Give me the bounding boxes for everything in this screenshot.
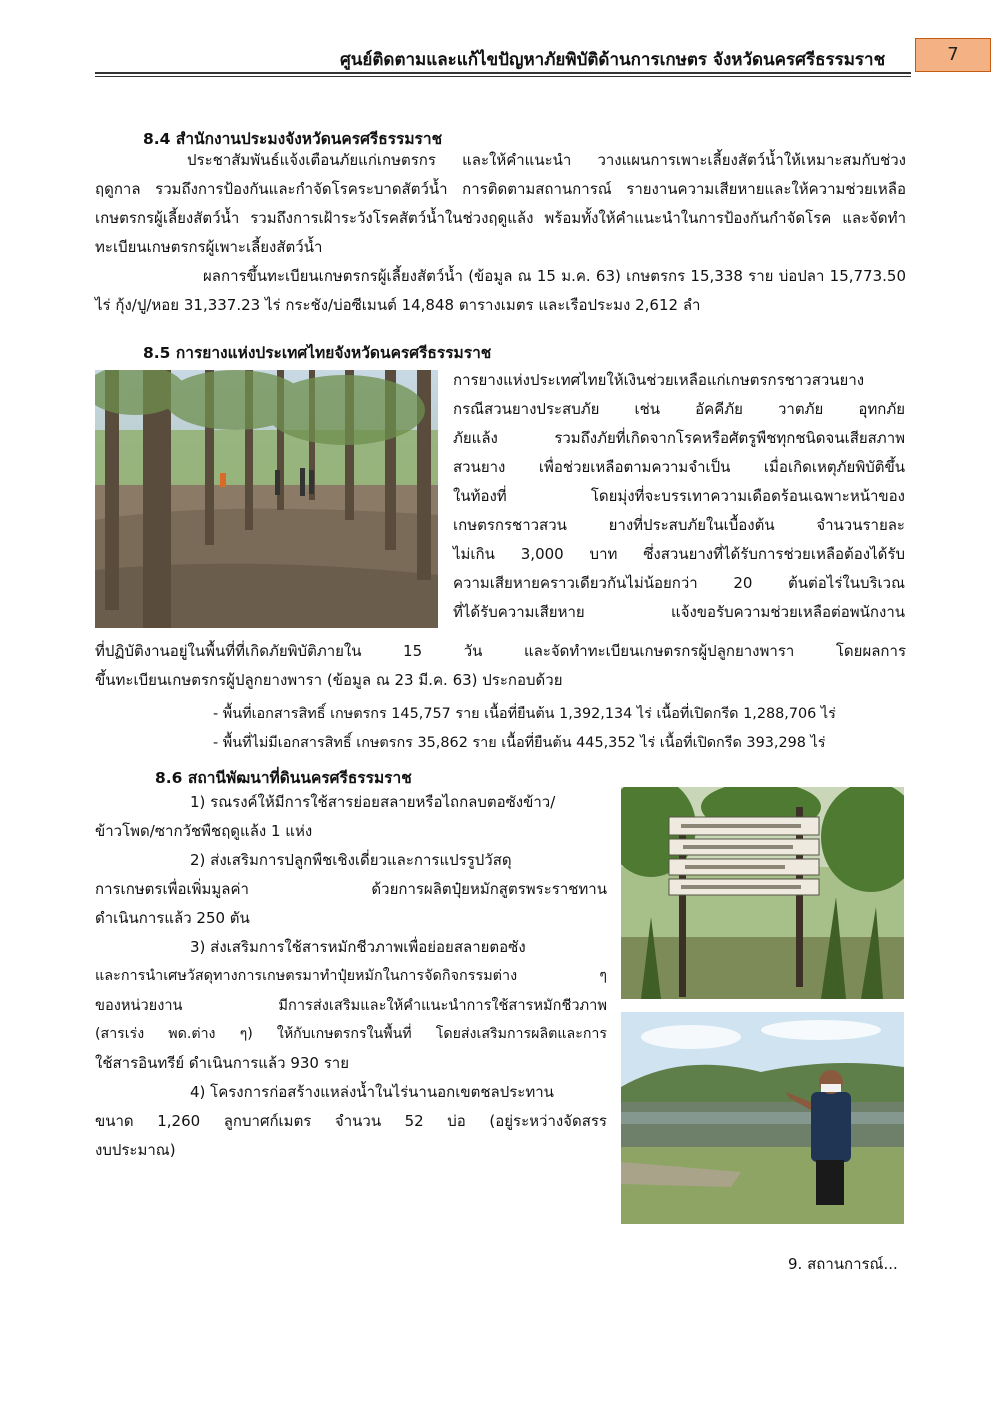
page-number: 7: [915, 38, 991, 72]
section-8-6-line: ของหน่วยงาน มีการส่งเสริมและให้คำแนะนำการใช้สารหมักชีวภาพ: [95, 997, 607, 1014]
header-rule-thin: [95, 76, 911, 77]
rubber-plantation-image: [95, 370, 438, 628]
section-8-6-line: 2) ส่งเสริมการปลูกพืชเชิงเดี่ยวและการแปรรูปวัสดุ: [190, 851, 512, 869]
section-8-5-title: 8.5 การยางแห่งประเทศไทยจังหวัดนครศรีธรรมราช: [143, 344, 492, 362]
section-8-6-line: (สารเร่ง พด.ต่าง ๆ) ให้กับเกษตรกรในพื้นที่ โดยส่งเสริมการผลิตและการ: [95, 1026, 607, 1042]
section-8-6-line: งบประมาณ): [95, 1141, 176, 1159]
water-pond-photo: [621, 1012, 904, 1224]
rubber-plantation-photo: [95, 370, 438, 628]
section-8-5-line: ที่ได้รับความเสียหาย แจ้งขอรับความช่วยเหลือต่อพนักงาน: [453, 603, 905, 621]
section-8-5-full-text: [95, 637, 906, 695]
section-8-4-paragraph-1-text: ประชาสัมพันธ์แจ้งเตือนภัยแก่เกษตรกร และให้คำแนะนำ วางแผนการเพาะเลี้ยงสัตว์น้ำให้เหมาะสมกับช่วงฤดูกาล รวมถึงการป้องกันและกำจัดโรคระบาดสัตว์น้ำ การติดตามสถานการณ์ รายงานความเสียหายและให้ความช่วยเหลือเกษตรกรผู้เลี้ยงสัตว์น้ำ รวมถึงการเฝ้าระวังโรคสัตว์น้ำในช่วงฤดูแล้ง พร้อมทั้งให้คำแนะนำในการป้องกันกำจัดโรค และจัดทำทะเบียนเกษตรกรผู้เพาะเลี้ยงสัตว์น้ำ: [95, 151, 906, 256]
section-8-6-title: 8.6 สถานีพัฒนาที่ดินนครศรีธรรมราช: [155, 769, 412, 787]
section-8-6-line: และการนำเศษวัสดุทางการเกษตรมาทำปุ๋ยหมักในการจัดกิจกรรมต่าง ๆ: [95, 968, 607, 984]
signboard-photo: [621, 787, 904, 999]
signboard-image: [621, 787, 904, 999]
section-8-5-line: การยางแห่งประเทศไทยให้เงินช่วยเหลือแก่เกษตรกรชาวสวนยาง: [453, 371, 865, 389]
section-8-6-line: 3) ส่งเสริมการใช้สารหมักชีวภาพเพื่อย่อยสลายตอซัง: [190, 938, 526, 956]
water-pond-image: [621, 1012, 904, 1224]
section-8-6-line: ข้าวโพด/ซากวัชพืชฤดูแล้ง 1 แห่ง: [95, 822, 313, 840]
section-8-6-line: ใช้สารอินทรีย์ ดำเนินการแล้ว 930 ราย: [95, 1054, 349, 1072]
section-8-6-line: การเกษตรเพื่อเพิ่มมูลค่า ด้วยการผลิตปุ๋ยหมักสูตรพระราชทาน: [95, 880, 607, 898]
section-8-5-wrapped-text: [453, 366, 905, 627]
bullet-item: - พื้นที่ไม่มีเอกสารสิทธิ์ เกษตรกร 35,862 ราย เนื้อที่ยืนต้น 445,352 ไร่ เนื้อที่เปิดกรีด 393,298 ไร่: [213, 735, 826, 751]
section-8-5-full-line: ขึ้นทะเบียนเกษตรกรผู้ปลูกยางพารา (ข้อมูล ณ 23 มี.ค. 63) ประกอบด้วย: [95, 671, 563, 689]
section-8-6-text: [95, 788, 607, 1165]
section-8-5-line: สวนยาง เพื่อช่วยเหลือตามความจำเป็น เมื่อเกิดเหตุภัยพิบัติขึ้น: [453, 458, 905, 476]
section-8-6-line: 1) รณรงค์ให้มีการใช้สารย่อยสลายหรือไถกลบตอซังข้าว/: [190, 793, 556, 811]
section-8-6-line: ดำเนินการแล้ว 250 ตัน: [95, 909, 250, 927]
page-header-title: ศูนย์ติดตามและแก้ไขปัญหาภัยพิบัติด้านการเกษตร จังหวัดนครศรีธรรมราช: [340, 50, 886, 70]
section-8-5-line: ในท้องที่ โดยมุ่งที่จะบรรเทาความเดือดร้อนเฉพาะหน้าของ: [453, 487, 905, 505]
section-8-5-bullets: [213, 700, 905, 758]
section-8-4-paragraph-1: [95, 146, 906, 262]
header-rule: [95, 72, 911, 74]
section-8-6-line: ขนาด 1,260 ลูกบาศก์เมตร จำนวน 52 บ่อ (อยู่ระหว่างจัดสรร: [95, 1112, 607, 1130]
section-8-5-line: กรณีสวนยางประสบภัย เช่น อัคคีภัย วาตภัย อุทกภัย: [453, 400, 905, 418]
section-8-4-title: 8.4 สำนักงานประมงจังหวัดนครศรีธรรมราช: [143, 130, 443, 148]
section-8-5-line: ความเสียหายคราวเดียวกันไม่น้อยกว่า 20 ต้นต่อไร่ในบริเวณ: [453, 574, 905, 592]
bullet-item: - พื้นที่เอกสารสิทธิ์ เกษตรกร 145,757 ราย เนื้อที่ยืนต้น 1,392,134 ไร่ เนื้อที่เปิดกรีด 1,288,706 ไร่: [213, 706, 836, 722]
section-8-5-line: เกษตรกรชาวสวน ยางที่ประสบภัยในเบื้องต้น จำนวนรายละ: [453, 516, 905, 534]
section-8-5-line: ไม่เกิน 3,000 บาท ซึ่งสวนยางที่ได้รับการช่วยเหลือต้องได้รับ: [453, 545, 905, 563]
section-8-4-paragraph-2-text: ผลการขึ้นทะเบียนเกษตรกรผู้เลี้ยงสัตว์น้ำ (ข้อมูล ณ 15 ม.ค. 63) เกษตรกร 15,338 ราย บ่อปลา 15,773.50 ไร่ กุ้ง/ปู/หอย 31,337.23 ไร่ กระชัง/บ่อซีเมนต์ 14,848 ตารางเมตร และเรือประมง 2,612 ลำ: [95, 267, 906, 314]
section-8-4-paragraph-2: [95, 262, 906, 320]
section-8-6-line: 4) โครงการก่อสร้างแหล่งน้ำในไร่นานอกเขตชลประทาน: [190, 1083, 554, 1101]
section-8-5-full-line: ที่ปฏิบัติงานอยู่ในพื้นที่ที่เกิดภัยพิบัติภายใน 15 วัน และจัดทำทะเบียนเกษตรกรผู้ปลูกยางพารา โดยผลการ: [95, 642, 906, 660]
continuation-note: 9. สถานการณ์...: [788, 1255, 898, 1273]
section-8-5-line: ภัยแล้ง รวมถึงภัยที่เกิดจากโรคหรือศัตรูพืชทุกชนิดจนเสียสภาพ: [453, 429, 905, 447]
